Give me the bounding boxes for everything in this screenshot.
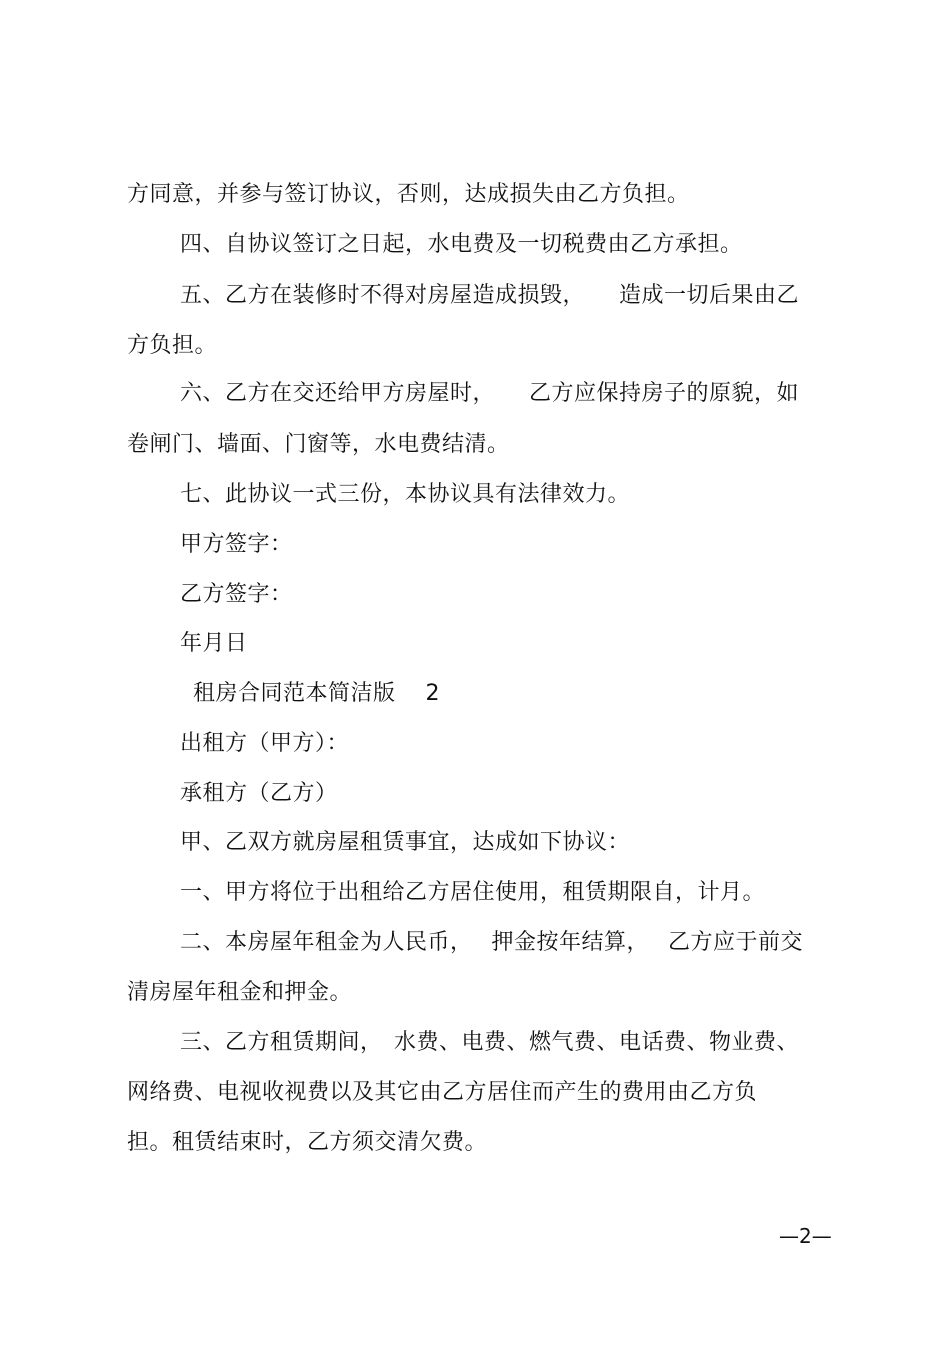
- paragraph-line: 七、此协议一式三份，本协议具有法律效力。: [180, 482, 631, 507]
- paragraph-line: 四、自协议签订之日起，水电费及一切税费由乙方承担。: [180, 232, 743, 257]
- section-title: 租房合同范本简洁版 2: [193, 681, 440, 706]
- paragraph-line: 清房屋年租金和押金。: [127, 980, 353, 1005]
- paragraph-line: 方负担。: [127, 333, 218, 358]
- paragraph-line: 网络费、电视收视费以及其它由乙方居住而产生的费用由乙方负: [127, 1080, 758, 1105]
- paragraph-line: 担。租赁结束时，乙方须交清欠费。: [127, 1130, 488, 1155]
- paragraph-line: 方同意，并参与签订协议，否则，达成损失由乙方负担。: [127, 182, 690, 207]
- lessee-label: 承租方（乙方）: [180, 781, 338, 806]
- paragraph-line: 六、乙方在交还给甲方房屋时， 乙方应保持房子的原貌，如: [180, 381, 800, 406]
- lessor-label: 出租方（甲方）：: [180, 731, 350, 756]
- paragraph-line: 五、乙方在装修时不得对房屋造成损毁， 造成一切后果由乙: [180, 283, 800, 308]
- paragraph-line: 三、乙方租赁期间， 水费、电费、燃气费、电话费、物业费、: [180, 1030, 800, 1055]
- paragraph-line: 一、甲方将位于出租给乙方居住使用，租赁期限自，计月。: [180, 880, 766, 905]
- paragraph-line: 卷闸门、墙面、门窗等，水电费结清。: [127, 432, 510, 457]
- signature-label-party-b: 乙方签字：: [180, 582, 293, 607]
- signature-label-party-a: 甲方签字：: [180, 532, 293, 557]
- page-number: —2—: [779, 1224, 832, 1248]
- paragraph-line: 二、本房屋年租金为人民币， 押金按年结算， 乙方应于前交: [180, 930, 803, 955]
- paragraph-line: 甲、乙双方就房屋租赁事宜，达成如下协议：: [180, 830, 631, 855]
- date-label: 年月日: [180, 631, 248, 656]
